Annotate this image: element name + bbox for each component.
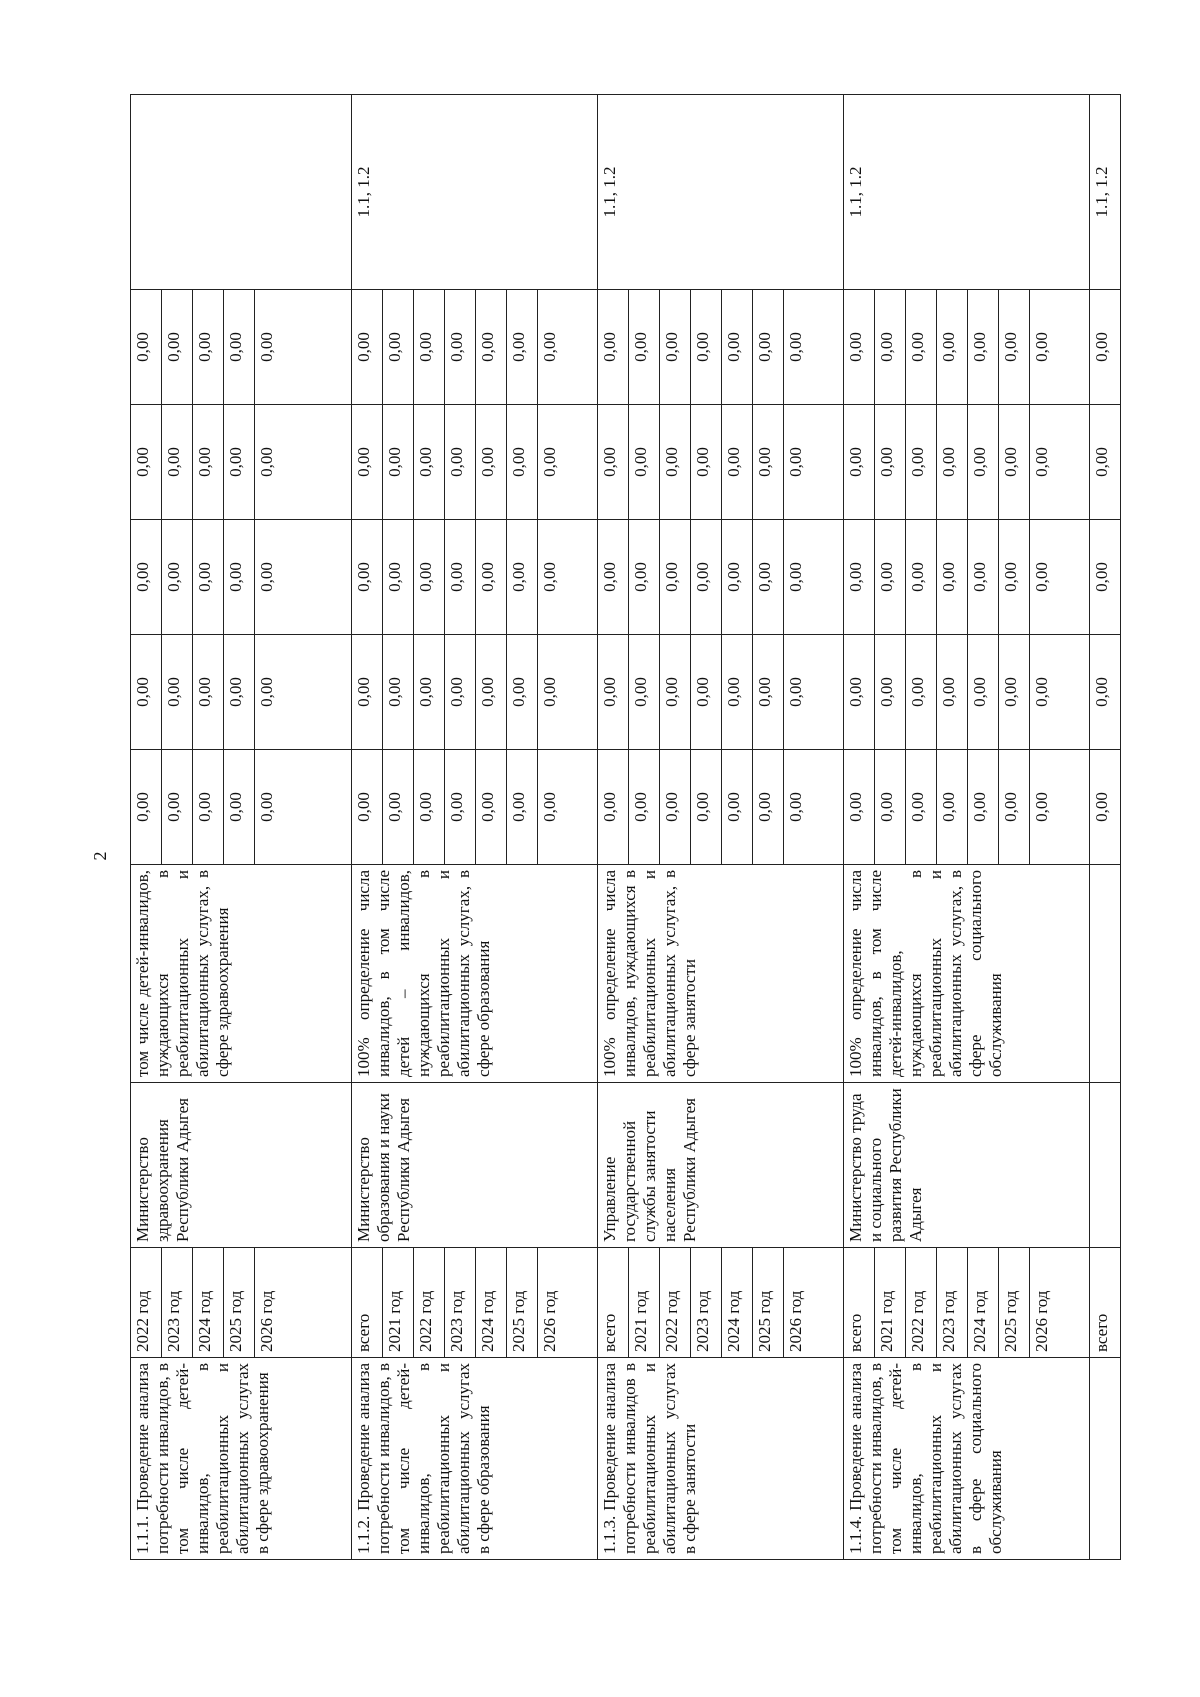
value-cell: 0,00 <box>691 750 722 865</box>
value-cell: 0,00 <box>968 405 999 520</box>
executor-cell: Министерство труда и социального развития Республики Адыгея <box>844 1083 1090 1248</box>
activity-cell: 1.1.4. Проведение анализа потребности инвалидов, в том числе детей-инвалидов, в реабилитационных и абилитационных услугах в сфере социального обслуживания <box>844 1358 1090 1560</box>
value-cell: 0,00 <box>131 750 162 865</box>
indicator-cell: 1.1, 1.2 <box>844 95 1090 290</box>
value-cell: 0,00 <box>224 635 255 750</box>
result-cell: том числе детей-инвалидов, нуждающихся в реабилитационных и абилитационных услугах, в сфере здравоохранения <box>131 865 352 1083</box>
year-cell: 2025 год <box>507 1248 538 1358</box>
value-cell: 0,00 <box>383 635 414 750</box>
value-cell: 0,00 <box>383 520 414 635</box>
year-cell: 2022 год <box>131 1248 162 1358</box>
indicator-cell: 1.1, 1.2 <box>352 95 598 290</box>
table-row <box>224 95 255 1560</box>
value-cell: 0,00 <box>753 635 784 750</box>
value-cell: 0,00 <box>131 520 162 635</box>
value-cell: 0,00 <box>476 405 507 520</box>
executor-cell: Министерство образования и науки Республики Адыгея <box>352 1083 598 1248</box>
value-cell: 0,00 <box>753 405 784 520</box>
value-cell: 0,00 <box>1030 405 1090 520</box>
value-cell: 0,00 <box>507 290 538 405</box>
value-cell: 0,00 <box>844 750 875 865</box>
value-cell: 0,00 <box>1030 290 1090 405</box>
year-cell: всего <box>844 1248 875 1358</box>
value-cell: 0,00 <box>906 750 937 865</box>
year-cell: 2021 год <box>383 1248 414 1358</box>
value-cell: 0,00 <box>383 750 414 865</box>
value-cell: 0,00 <box>999 635 1030 750</box>
value-cell: 0,00 <box>691 405 722 520</box>
value-cell: 0,00 <box>538 635 598 750</box>
value-cell: 0,00 <box>999 405 1030 520</box>
value-cell: 0,00 <box>660 635 691 750</box>
value-cell: 0,00 <box>753 750 784 865</box>
table-row <box>445 95 476 1560</box>
year-cell: 2022 год <box>660 1248 691 1358</box>
table-row <box>538 95 598 1560</box>
table-row <box>629 95 660 1560</box>
value-cell: 0,00 <box>162 635 193 750</box>
value-cell: 0,00 <box>753 290 784 405</box>
value-cell: 0,00 <box>875 750 906 865</box>
value-cell: 0,00 <box>784 750 844 865</box>
value-cell: 0,00 <box>162 750 193 865</box>
value-cell: 0,00 <box>691 635 722 750</box>
value-cell: 0,00 <box>999 520 1030 635</box>
year-cell: 2023 год <box>162 1248 193 1358</box>
total-value-cell: 0,00 <box>1090 750 1121 865</box>
value-cell: 0,00 <box>224 750 255 865</box>
table-row <box>131 95 162 1560</box>
rotated-table-wrapper <box>130 95 1111 1560</box>
value-cell: 0,00 <box>193 520 224 635</box>
total-empty-cell <box>1090 865 1121 1083</box>
total-empty-cell <box>1090 1083 1121 1248</box>
value-cell: 0,00 <box>193 405 224 520</box>
value-cell: 0,00 <box>414 635 445 750</box>
value-cell: 0,00 <box>999 290 1030 405</box>
value-cell: 0,00 <box>968 635 999 750</box>
value-cell: 0,00 <box>844 405 875 520</box>
table-row <box>255 95 352 1560</box>
value-cell: 0,00 <box>476 635 507 750</box>
year-cell: всего <box>352 1248 383 1358</box>
executor-cell: Управление государственной службы занятости населения Республики Адыгея <box>598 1083 844 1248</box>
year-cell: 2024 год <box>476 1248 507 1358</box>
value-cell: 0,00 <box>753 520 784 635</box>
value-cell: 0,00 <box>722 290 753 405</box>
value-cell: 0,00 <box>629 290 660 405</box>
table-row <box>691 95 722 1560</box>
table-row <box>784 95 844 1560</box>
value-cell: 0,00 <box>875 520 906 635</box>
executor-cell: Министерство здравоохранения Республики Адыгея <box>131 1083 352 1248</box>
value-cell: 0,00 <box>937 635 968 750</box>
value-cell: 0,00 <box>131 635 162 750</box>
value-cell: 0,00 <box>507 635 538 750</box>
year-cell: 2024 год <box>968 1248 999 1358</box>
value-cell: 0,00 <box>162 290 193 405</box>
value-cell: 0,00 <box>255 405 352 520</box>
indicator-cell: 1.1, 1.2 <box>598 95 844 290</box>
year-cell: 2026 год <box>538 1248 598 1358</box>
value-cell: 0,00 <box>598 405 629 520</box>
table-body <box>131 95 1121 1560</box>
value-cell: 0,00 <box>629 405 660 520</box>
value-cell: 0,00 <box>507 405 538 520</box>
total-empty-cell <box>1090 1358 1121 1560</box>
value-cell: 0,00 <box>193 290 224 405</box>
year-cell: 2021 год <box>629 1248 660 1358</box>
total-year-cell: всего <box>1090 1248 1121 1358</box>
value-cell: 0,00 <box>414 405 445 520</box>
table-row <box>875 95 906 1560</box>
result-cell: 100% определение числа инвалидов, в том числе детей-инвалидов, нуждающихся в реабилитационных и абилитационных услугах, в сфере социального обслуживания <box>844 865 1090 1083</box>
value-cell: 0,00 <box>844 520 875 635</box>
value-cell: 0,00 <box>414 750 445 865</box>
table-row <box>1030 95 1090 1560</box>
value-cell: 0,00 <box>131 405 162 520</box>
table-row <box>162 95 193 1560</box>
activity-cell: 1.1.3. Проведение анализа потребности инвалидов в реабилитационных и абилитационных услугах в сфере занятости <box>598 1358 844 1560</box>
value-cell: 0,00 <box>255 520 352 635</box>
total-value-cell: 0,00 <box>1090 290 1121 405</box>
value-cell: 0,00 <box>784 520 844 635</box>
value-cell: 0,00 <box>875 405 906 520</box>
value-cell: 0,00 <box>224 520 255 635</box>
value-cell: 0,00 <box>906 635 937 750</box>
year-cell: 2026 год <box>1030 1248 1090 1358</box>
value-cell: 0,00 <box>722 405 753 520</box>
value-cell: 0,00 <box>629 520 660 635</box>
table-row <box>598 95 629 1560</box>
value-cell: 0,00 <box>445 405 476 520</box>
year-cell: всего <box>598 1248 629 1358</box>
total-row <box>1090 95 1121 1560</box>
value-cell: 0,00 <box>255 750 352 865</box>
value-cell: 0,00 <box>691 520 722 635</box>
value-cell: 0,00 <box>538 405 598 520</box>
value-cell: 0,00 <box>660 750 691 865</box>
table-row <box>722 95 753 1560</box>
year-cell: 2025 год <box>999 1248 1030 1358</box>
value-cell: 0,00 <box>598 635 629 750</box>
year-cell: 2026 год <box>784 1248 844 1358</box>
value-cell: 0,00 <box>162 405 193 520</box>
table-row <box>507 95 538 1560</box>
value-cell: 0,00 <box>937 290 968 405</box>
table-row <box>476 95 507 1560</box>
value-cell: 0,00 <box>660 290 691 405</box>
value-cell: 0,00 <box>352 405 383 520</box>
value-cell: 0,00 <box>968 520 999 635</box>
table-row <box>937 95 968 1560</box>
result-cell: 100% определение числа инвалидов, в том числе детей – инвалидов, нуждающихся в реабилитационных и абилитационных услугах, в сфере образования <box>352 865 598 1083</box>
value-cell: 0,00 <box>629 750 660 865</box>
value-cell: 0,00 <box>352 520 383 635</box>
value-cell: 0,00 <box>968 290 999 405</box>
result-cell: 100% определение числа инвалидов, нуждающихся в реабилитационных и абилитационных услугах, в сфере занятости <box>598 865 844 1083</box>
value-cell: 0,00 <box>352 290 383 405</box>
year-cell: 2025 год <box>224 1248 255 1358</box>
value-cell: 0,00 <box>937 520 968 635</box>
value-cell: 0,00 <box>784 635 844 750</box>
value-cell: 0,00 <box>906 405 937 520</box>
value-cell: 0,00 <box>383 405 414 520</box>
total-value-cell: 0,00 <box>1090 520 1121 635</box>
value-cell: 0,00 <box>162 520 193 635</box>
value-cell: 0,00 <box>507 750 538 865</box>
value-cell: 0,00 <box>722 520 753 635</box>
activity-cell: 1.1.1. Проведение анализа потребности инвалидов, в том числе детей-инвалидов, в реабилитационных и абилитационных услугах в сфере здравоохранения <box>131 1358 352 1560</box>
year-cell: 2021 год <box>875 1248 906 1358</box>
value-cell: 0,00 <box>722 635 753 750</box>
value-cell: 0,00 <box>538 750 598 865</box>
value-cell: 0,00 <box>507 520 538 635</box>
value-cell: 0,00 <box>999 750 1030 865</box>
value-cell: 0,00 <box>844 290 875 405</box>
indicator-cell <box>131 95 352 290</box>
value-cell: 0,00 <box>224 290 255 405</box>
value-cell: 0,00 <box>906 520 937 635</box>
year-cell: 2023 год <box>937 1248 968 1358</box>
value-cell: 0,00 <box>193 635 224 750</box>
table-row <box>753 95 784 1560</box>
value-cell: 0,00 <box>538 520 598 635</box>
year-cell: 2023 год <box>445 1248 476 1358</box>
value-cell: 0,00 <box>784 405 844 520</box>
table-viewport <box>130 95 1111 1560</box>
value-cell: 0,00 <box>598 750 629 865</box>
table-row <box>844 95 875 1560</box>
value-cell: 0,00 <box>445 290 476 405</box>
value-cell: 0,00 <box>224 405 255 520</box>
value-cell: 0,00 <box>352 750 383 865</box>
value-cell: 0,00 <box>598 290 629 405</box>
page-number: 2 <box>90 851 110 861</box>
value-cell: 0,00 <box>722 750 753 865</box>
table-row <box>906 95 937 1560</box>
year-cell: 2025 год <box>753 1248 784 1358</box>
value-cell: 0,00 <box>1030 635 1090 750</box>
value-cell: 0,00 <box>414 290 445 405</box>
table-row <box>352 95 383 1560</box>
year-cell: 2022 год <box>414 1248 445 1358</box>
year-cell: 2022 год <box>906 1248 937 1358</box>
value-cell: 0,00 <box>538 290 598 405</box>
value-cell: 0,00 <box>255 635 352 750</box>
value-cell: 0,00 <box>445 750 476 865</box>
value-cell: 0,00 <box>691 290 722 405</box>
activity-cell: 1.1.2. Проведение анализа потребности инвалидов, в том числе детей-инвалидов, в реабилитационных и абилитационных услугах в сфере образования <box>352 1358 598 1560</box>
table-row <box>999 95 1030 1560</box>
value-cell: 0,00 <box>906 290 937 405</box>
year-cell: 2026 год <box>255 1248 352 1358</box>
value-cell: 0,00 <box>476 520 507 635</box>
table-row <box>968 95 999 1560</box>
value-cell: 0,00 <box>937 405 968 520</box>
value-cell: 0,00 <box>875 635 906 750</box>
value-cell: 0,00 <box>131 290 162 405</box>
value-cell: 0,00 <box>383 290 414 405</box>
value-cell: 0,00 <box>660 520 691 635</box>
value-cell: 0,00 <box>445 635 476 750</box>
value-cell: 0,00 <box>414 520 445 635</box>
value-cell: 0,00 <box>844 635 875 750</box>
value-cell: 0,00 <box>476 290 507 405</box>
table-row <box>414 95 445 1560</box>
year-cell: 2024 год <box>722 1248 753 1358</box>
year-cell: 2023 год <box>691 1248 722 1358</box>
value-cell: 0,00 <box>784 290 844 405</box>
value-cell: 0,00 <box>193 750 224 865</box>
table-row <box>193 95 224 1560</box>
value-cell: 0,00 <box>937 750 968 865</box>
total-indicator-cell: 1.1, 1.2 <box>1090 95 1121 290</box>
total-value-cell: 0,00 <box>1090 405 1121 520</box>
value-cell: 0,00 <box>352 635 383 750</box>
value-cell: 0,00 <box>1030 520 1090 635</box>
value-cell: 0,00 <box>598 520 629 635</box>
table-row <box>383 95 414 1560</box>
value-cell: 0,00 <box>445 520 476 635</box>
total-value-cell: 0,00 <box>1090 635 1121 750</box>
value-cell: 0,00 <box>255 290 352 405</box>
year-cell: 2024 год <box>193 1248 224 1358</box>
value-cell: 0,00 <box>968 750 999 865</box>
value-cell: 0,00 <box>1030 750 1090 865</box>
value-cell: 0,00 <box>629 635 660 750</box>
value-cell: 0,00 <box>476 750 507 865</box>
value-cell: 0,00 <box>875 290 906 405</box>
table-row <box>660 95 691 1560</box>
value-cell: 0,00 <box>660 405 691 520</box>
program-activities-table <box>130 94 1121 1560</box>
